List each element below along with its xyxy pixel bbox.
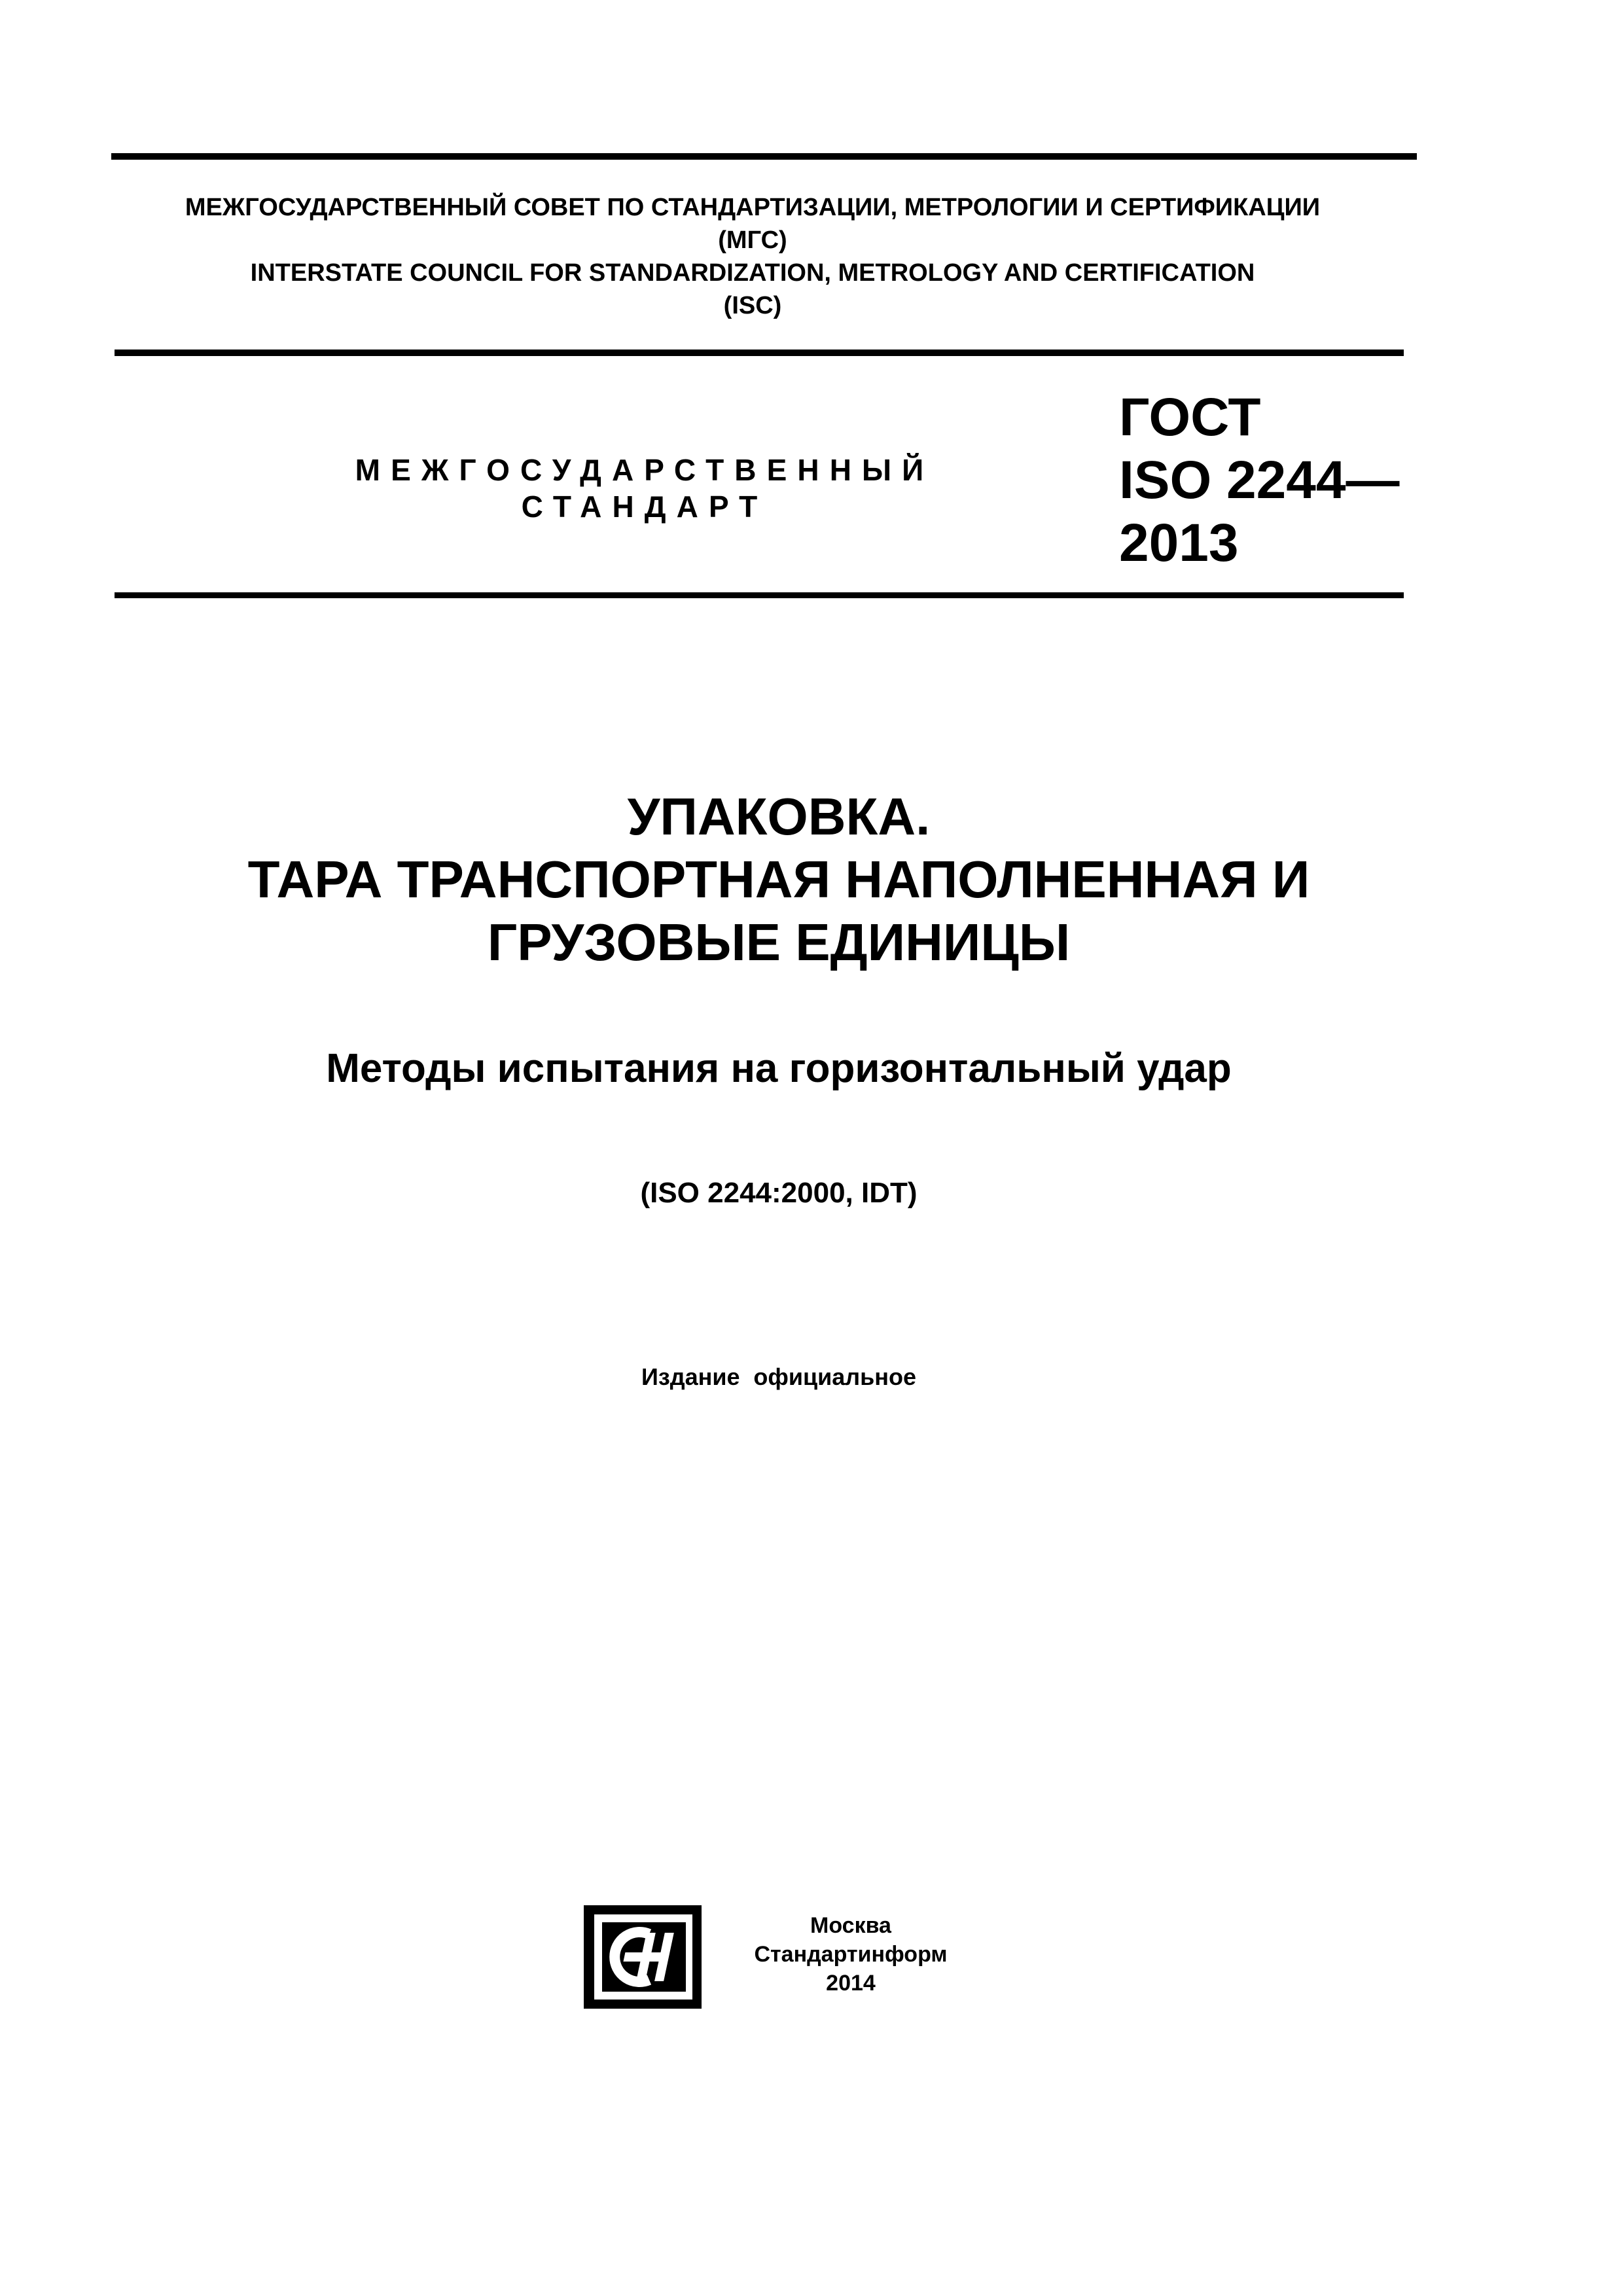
publisher-city: Москва	[810, 1913, 891, 1938]
council-name-ru: МЕЖГОСУДАРСТВЕННЫЙ СОВЕТ ПО СТАНДАРТИЗАЦИИ, МЕТРОЛОГИИ И СЕРТИФИКАЦИИ	[185, 194, 1321, 221]
title-line1: УПАКОВКА.	[627, 787, 931, 846]
title-line3: ГРУЗОВЫЕ ЕДИНИЦЫ	[487, 913, 1071, 971]
standard-designation	[1119, 386, 1399, 575]
publisher-block	[720, 1911, 982, 1998]
standard-kind-line1: МЕЖГОСУДАРСТВЕННЫЙ	[355, 453, 935, 487]
standard-kind	[288, 452, 1001, 525]
standartinform-logo-icon	[576, 1901, 707, 2013]
council-header	[111, 191, 1394, 322]
designation-line1: ГОСТ	[1119, 387, 1261, 447]
designation-line2: ISO 2244—	[1119, 450, 1400, 510]
title-line2: ТАРА ТРАНСПОРТНАЯ НАПОЛНЕННАЯ И	[247, 850, 1310, 908]
publisher-year: 2014	[826, 1971, 876, 1996]
standard-kind-line2: СТАНДАРТ	[521, 490, 768, 524]
document-subtitle: Методы испытания на горизонтальный удар	[326, 1046, 1232, 1091]
document-title	[111, 785, 1446, 974]
iso-reference: (ISO 2244:2000, IDT)	[640, 1177, 918, 1209]
designation-line3: 2013	[1119, 513, 1239, 573]
council-abbr-en: (ISC)	[723, 292, 782, 319]
publisher-name: Стандартинформ	[754, 1942, 948, 1967]
top-rule	[111, 153, 1417, 160]
edition-label: Издание официальное	[641, 1363, 916, 1390]
council-rule	[115, 350, 1404, 356]
designation-rule	[115, 592, 1404, 598]
council-abbr-ru: (МГС)	[718, 226, 787, 254]
logo-letters: СТИ	[576, 1901, 578, 1902]
council-name-en: INTERSTATE COUNCIL FOR STANDARDIZATION, METROLOGY AND CERTIFICATION	[250, 259, 1255, 287]
